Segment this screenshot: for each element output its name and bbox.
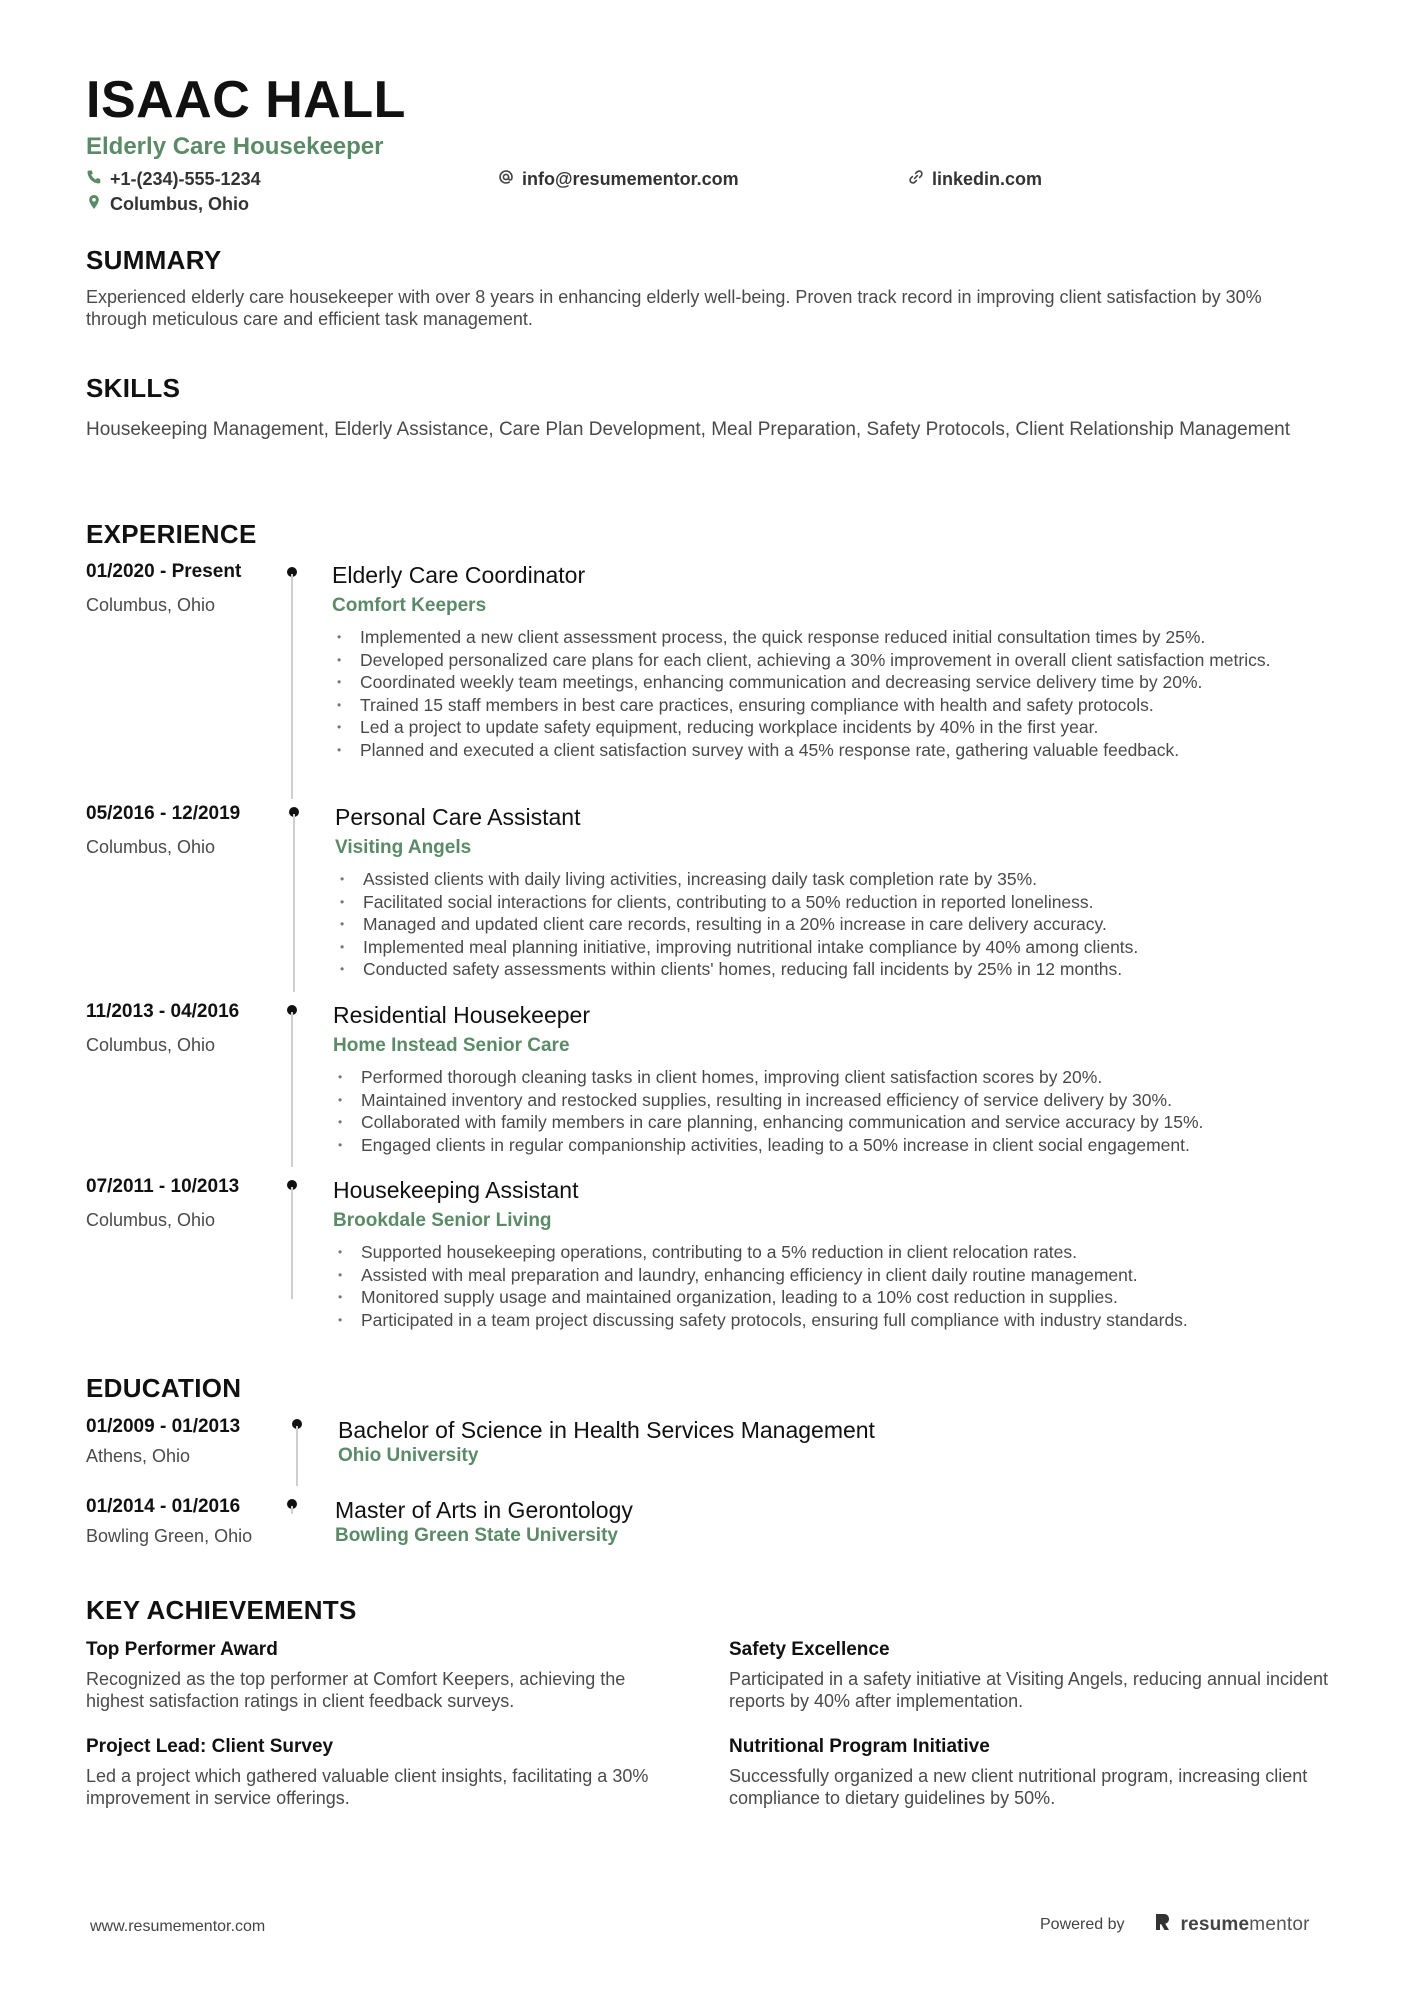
achievement-item — [729, 1735, 1329, 1809]
summary-section — [86, 244, 1326, 330]
experience-dates: 01/2020 - Present — [86, 561, 242, 582]
education-entry — [86, 1495, 1326, 1565]
contact-info — [86, 168, 1326, 220]
brand-name-b: mentor — [1249, 1913, 1310, 1935]
education-location: Bowling Green, Ohio — [86, 1526, 253, 1546]
education-meta — [86, 1415, 286, 1467]
experience-entry — [86, 560, 1326, 800]
experience-bullets — [333, 1066, 1333, 1156]
achievement-title: Project Lead: Client Survey — [86, 1736, 334, 1757]
experience-details — [333, 1000, 1333, 1156]
timeline-line — [291, 1012, 293, 1167]
experience-details — [333, 1175, 1333, 1331]
achievement-desc: Recognized as the top performer at Comfort Keepers, achieving the highest satisfaction ratings in client feedback surveys. — [86, 1669, 626, 1711]
contact-location — [86, 193, 249, 215]
contact-email[interactable] — [498, 168, 739, 190]
experience-meta — [86, 1000, 286, 1056]
achievement-desc: Successfully organized a new client nutritional program, increasing client compliance to dietary guidelines by 50%. — [729, 1766, 1308, 1808]
degree-title: Bachelor of Science in Health Services Management — [338, 1417, 875, 1443]
bullet-item: • Planned and executed a client satisfaction survey with a 45% response rate, gathering valuable feedback. — [332, 739, 1332, 762]
company-name: Comfort Keepers — [332, 595, 487, 616]
experience-dates: 11/2013 - 04/2016 — [86, 1001, 240, 1022]
bullet-item: • Conducted safety assessments within clients' homes, reducing fall incidents by 25% in 12 months. — [335, 958, 1335, 981]
candidate-name: ISAAC HALL — [86, 71, 406, 129]
education-details — [338, 1415, 1238, 1467]
bullet-item: • Engaged clients in regular companionship activities, leading to a 50% increase in client social engagement. — [333, 1134, 1333, 1157]
achievements-section — [86, 1594, 1329, 1818]
bullet-item: • Developed personalized care plans for each client, achieving a 30% improvement in overall client satisfaction metrics. — [332, 649, 1332, 672]
phone-icon — [86, 168, 102, 190]
resumementor-logo-icon — [1153, 1912, 1171, 1937]
education-location: Athens, Ohio — [86, 1446, 191, 1466]
experience-dates: 05/2016 - 12/2019 — [86, 803, 241, 824]
phone-text: +1-(234)-555-1234 — [110, 169, 261, 189]
company-name: Visiting Angels — [335, 837, 472, 858]
experience-bullets — [333, 1241, 1333, 1331]
achievements-grid — [86, 1638, 1329, 1818]
school-name: Ohio University — [338, 1445, 479, 1466]
achievement-title: Nutritional Program Initiative — [729, 1736, 990, 1757]
bullet-item: • Facilitated social interactions for clients, contributing to a 50% reduction in reported loneliness. — [335, 891, 1335, 914]
achievements-heading: KEY ACHIEVEMENTS — [86, 1595, 357, 1625]
experience-meta — [86, 560, 286, 616]
bullet-item: • Trained 15 staff members in best care practices, ensuring compliance with health and safety protocols. — [332, 694, 1332, 717]
bullet-item: • Supported housekeeping operations, contributing to a 5% reduction in client relocation rates. — [333, 1241, 1333, 1264]
skills-text: Housekeeping Management, Elderly Assistance, Care Plan Development, Meal Preparation, Safety Protocols, Client Relationship Management — [86, 419, 1290, 440]
bullet-item: • Assisted with meal preparation and laundry, enhancing efficiency in client daily routine management. — [333, 1264, 1333, 1287]
experience-entry — [86, 802, 1326, 992]
bullet-item: • Led a project to update safety equipment, reducing workplace incidents by 40% in the first year. — [332, 716, 1332, 739]
achievement-title: Safety Excellence — [729, 1639, 890, 1660]
timeline-line — [291, 1506, 293, 1514]
experience-details — [335, 802, 1335, 981]
resume-content — [86, 70, 1329, 1808]
location-pin-icon — [86, 193, 102, 215]
experience-meta — [86, 802, 286, 858]
bullet-item: • Managed and updated client care records, resulting in a 20% increase in care delivery accuracy. — [335, 913, 1335, 936]
summary-text: Experienced elderly care housekeeper with over 8 years in enhancing elderly well-being. Proven track record in improving client satisfaction by 30% through meticulous care and efficient task management. — [86, 287, 1262, 329]
timeline-line — [296, 1426, 298, 1486]
job-title: Residential Housekeeper — [333, 1002, 590, 1028]
summary-heading: SUMMARY — [86, 245, 222, 275]
achievement-item — [86, 1638, 686, 1712]
achievement-item — [86, 1735, 686, 1809]
education-entry — [86, 1415, 1326, 1490]
header — [86, 70, 1326, 220]
job-title: Personal Care Assistant — [335, 804, 581, 830]
skills-section — [86, 372, 1326, 442]
skills-heading: SKILLS — [86, 373, 181, 403]
bullet-item: • Monitored supply usage and maintained organization, leading to a 10% cost reduction in supplies. — [333, 1286, 1333, 1309]
location-text: Columbus, Ohio — [110, 194, 249, 214]
experience-bullets — [335, 868, 1335, 981]
achievement-title: Top Performer Award — [86, 1639, 278, 1660]
powered-by-text: Powered by — [1040, 1915, 1125, 1933]
job-title: Elderly Care Coordinator — [332, 562, 586, 588]
achievement-item — [729, 1638, 1329, 1712]
company-name: Brookdale Senior Living — [333, 1210, 552, 1231]
bullet-item: • Implemented a new client assessment process, the quick response reduced initial consultation times by 25%. — [332, 626, 1332, 649]
experience-bullets — [332, 626, 1332, 761]
bullet-item: • Implemented meal planning initiative, improving nutritional intake compliance by 40% among clients. — [335, 936, 1335, 959]
experience-entry — [86, 1175, 1326, 1345]
experience-section — [86, 518, 1326, 550]
linkedin-text: linkedin.com — [932, 169, 1043, 189]
at-icon — [498, 168, 514, 190]
degree-title: Master of Arts in Gerontology — [335, 1497, 633, 1523]
experience-heading: EXPERIENCE — [86, 519, 257, 549]
bullet-item: • Assisted clients with daily living activities, increasing daily task completion rate by 35%. — [335, 868, 1335, 891]
experience-location: Columbus, Ohio — [86, 1210, 216, 1230]
school-name: Bowling Green State University — [335, 1525, 618, 1546]
footer-branding — [1040, 1912, 1310, 1937]
bullet-item: • Performed thorough cleaning tasks in client homes, improving client satisfaction scores by 20%. — [333, 1066, 1333, 1089]
contact-phone[interactable] — [86, 168, 261, 190]
experience-details — [332, 560, 1332, 761]
email-text: info@resumementor.com — [522, 169, 739, 189]
timeline-line — [291, 574, 293, 799]
contact-linkedin[interactable] — [908, 168, 1042, 190]
experience-location: Columbus, Ohio — [86, 595, 216, 615]
bullet-item: • Participated in a team project discussing safety protocols, ensuring full compliance with industry standards. — [333, 1309, 1333, 1332]
timeline-line — [293, 814, 295, 992]
experience-entry — [86, 1000, 1326, 1170]
brand-name — [1181, 1914, 1310, 1936]
education-heading: EDUCATION — [86, 1373, 242, 1403]
footer-website-link[interactable]: www.resumementor.com — [90, 1918, 266, 1935]
achievement-desc: Participated in a safety initiative at Visiting Angels, reducing annual incident reports by 40% after implementation. — [729, 1669, 1329, 1711]
education-meta — [86, 1495, 286, 1547]
education-details — [335, 1495, 1235, 1547]
experience-location: Columbus, Ohio — [86, 837, 216, 857]
education-section — [86, 1372, 1326, 1404]
achievement-desc: Led a project which gathered valuable client insights, facilitating a 30% improvement in service offerings. — [86, 1766, 649, 1808]
experience-dates: 07/2011 - 10/2013 — [86, 1176, 240, 1197]
education-dates: 01/2009 - 01/2013 — [86, 1416, 241, 1437]
company-name: Home Instead Senior Care — [333, 1035, 570, 1056]
timeline-line — [291, 1187, 293, 1299]
experience-location: Columbus, Ohio — [86, 1035, 216, 1055]
bullet-item: • Collaborated with family members in care planning, enhancing communication and service accuracy by 15%. — [333, 1111, 1333, 1134]
link-icon — [908, 168, 924, 190]
brand-name-a: resume — [1180, 1913, 1250, 1935]
job-title: Housekeeping Assistant — [333, 1177, 579, 1203]
bullet-item: • Coordinated weekly team meetings, enhancing communication and decreasing service delivery time by 20%. — [332, 671, 1332, 694]
candidate-role: Elderly Care Housekeeper — [86, 133, 384, 160]
education-dates: 01/2014 - 01/2016 — [86, 1496, 241, 1517]
bullet-item: • Maintained inventory and restocked supplies, resulting in increased efficiency of service delivery by 30%. — [333, 1089, 1333, 1112]
experience-meta — [86, 1175, 286, 1231]
